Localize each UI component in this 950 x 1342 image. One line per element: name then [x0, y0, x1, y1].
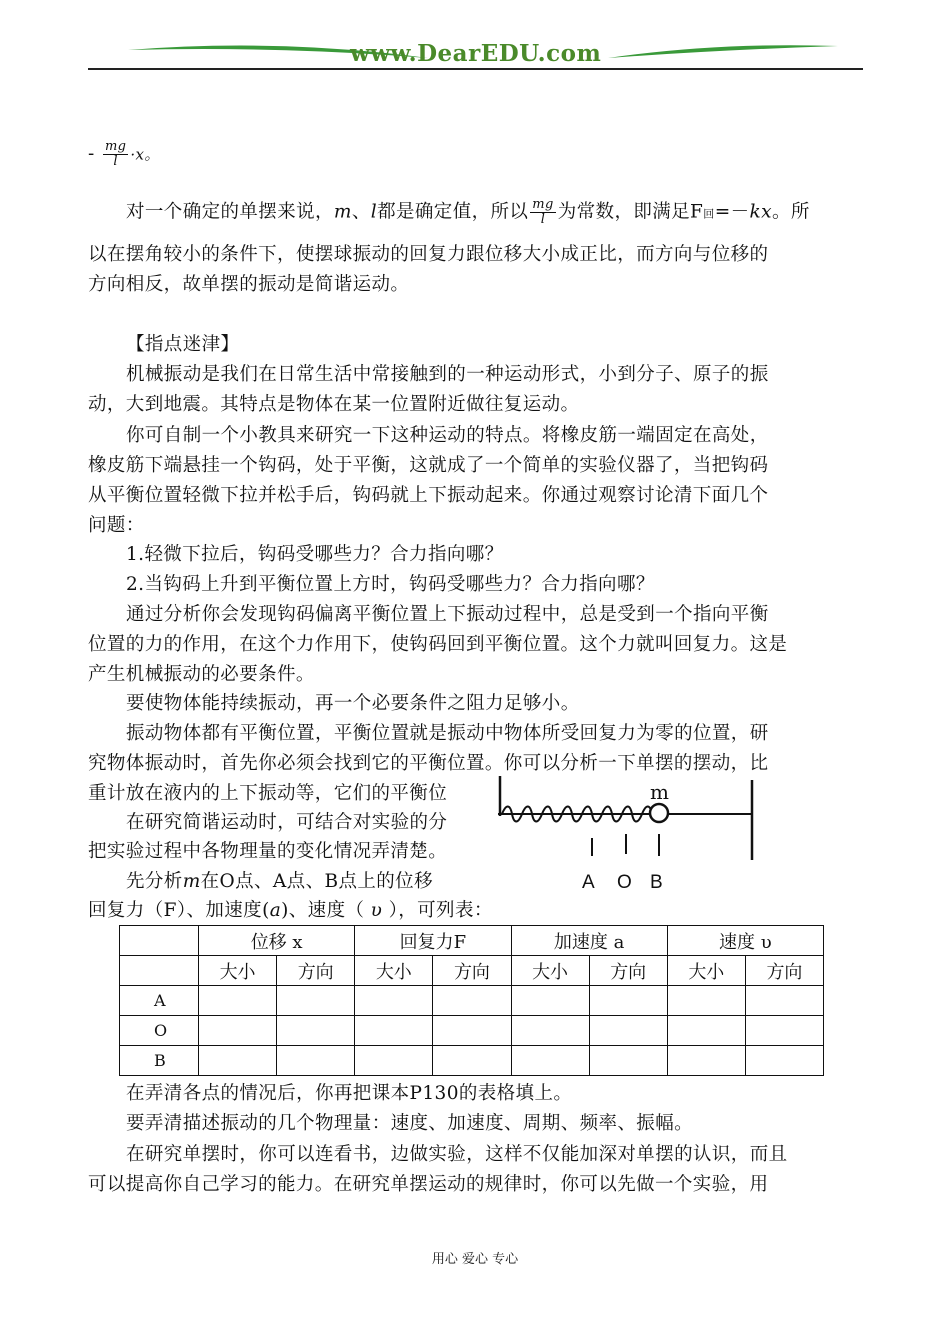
section-heading: 【指点迷津】: [126, 334, 240, 355]
table-row-label: O: [120, 1016, 199, 1046]
table-subheader: 方向: [589, 956, 667, 986]
text-line: 以在摆角较小的条件下，使摆球振动的回复力跟位移大小成正比，而方向与位移的: [88, 244, 769, 265]
header-banner: [88, 36, 862, 70]
table-cell: [589, 1046, 667, 1076]
table-header-row: [120, 926, 824, 956]
text-line: 在弄清各点的情况后，你再把课本P130的表格填上。: [126, 1083, 573, 1104]
text-line: 从平衡位置轻微下拉并松手后，钩码就上下振动起来。你通过观察讨论清下面几个: [88, 485, 769, 506]
text-line: 问题：: [88, 515, 145, 536]
table-cell: [355, 1016, 433, 1046]
table-subheader-row: [120, 956, 824, 986]
table-row: [120, 986, 824, 1016]
text-line: 可以提高你自己学习的能力。在研究单摆运动的规律时，你可以先做一个实验，用: [88, 1174, 769, 1195]
text-line: 重计放在液内的上下振动等，它们的平衡位: [88, 783, 448, 804]
table-cell: [589, 1016, 667, 1046]
formula-top-fraction: $\frac{mg}{l}$: [104, 139, 127, 169]
motion-quantities-table: [119, 925, 824, 1076]
table-cell: [589, 986, 667, 1016]
para1-fraction: $\frac{mg}{l}$: [532, 197, 554, 227]
table-subheader: 大小: [355, 956, 433, 986]
table-subheader: 大小: [667, 956, 745, 986]
table-subheader: 大小: [199, 956, 277, 986]
table-cell: [667, 1046, 745, 1076]
text-line-analysis: 先分析m在O点、A点、B点上的位移: [126, 871, 433, 892]
table-subheader: 方向: [277, 956, 355, 986]
table-cell: [667, 1016, 745, 1046]
table-group-header: 加速度 a: [511, 926, 667, 956]
text-line: 方向相反，故单摆的振动是简谐运动。: [88, 274, 410, 295]
figure-point-o: O: [617, 872, 632, 893]
question-2: 2.当钩码上升到平衡位置上方时，钩码受哪些力？合力指向哪？: [126, 574, 655, 595]
text-line: 要弄清描述振动的几个物理量：速度、加速度、周期、频率、振幅。: [126, 1113, 694, 1134]
text-line: 产生机械振动的必要条件。: [88, 664, 315, 685]
table-corner-cell: [120, 956, 199, 986]
text-line: 你可自制一个小教具来研究一下这种运动的特点。将橡皮筋一端固定在高处，: [126, 425, 769, 446]
table-cell: [277, 986, 355, 1016]
text-line: 在研究简谐运动时，可结合对实验的分: [126, 812, 448, 833]
text-line: 橡皮筋下端悬挂一个钩码，处于平衡，这就成了一个简单的实验仪器了，当把钩码: [88, 455, 769, 476]
table-cell: [355, 1046, 433, 1076]
table-group-header: 回复力F: [355, 926, 511, 956]
text-line: 动，大到地震。其特点是物体在某一位置附近做往复运动。: [88, 394, 580, 415]
table-row-label: A: [120, 986, 199, 1016]
text-line: 位置的力的作用，在这个力作用下，使钩码回到平衡位置。这个力就叫回复力。这是: [88, 634, 788, 655]
text-line: 要使物体能持续振动，再一个必要条件之阻力足够小。: [126, 693, 580, 714]
text-line: 振动物体都有平衡位置，平衡位置就是振动中物体所受回复力为零的位置，研: [126, 723, 769, 744]
table-subheader: 大小: [511, 956, 589, 986]
table-cell: [199, 1046, 277, 1076]
header-rule: [88, 68, 863, 70]
table-row: [120, 1016, 824, 1046]
table-cell: [511, 1016, 589, 1046]
table-group-header: 位移 x: [199, 926, 355, 956]
table-subheader: 方向: [745, 956, 823, 986]
figure-mass-label: m: [650, 780, 669, 804]
footer-text: 用心 爱心 专心: [431, 1252, 519, 1267]
table-cell: [667, 986, 745, 1016]
table-cell: [511, 1046, 589, 1076]
figure-point-a: A: [582, 872, 595, 893]
table-cell: [511, 986, 589, 1016]
table-cell: [745, 1016, 823, 1046]
table-row-label: B: [120, 1046, 199, 1076]
text-line-quantities: 回复力（F）、加速度(a)、速度（ υ ），可列表：: [88, 900, 493, 921]
table-subheader: 方向: [433, 956, 511, 986]
question-1: 1.轻微下拉后，钩码受哪些力？合力指向哪？: [126, 544, 504, 565]
table-cell: [199, 1016, 277, 1046]
figure-point-b: B: [650, 872, 663, 893]
para1-line1: 对一个确定的单摆来说，m、l都是确定值，所以 $\frac{mg}{l}$ 为常数，即满足F回=－kx。所: [126, 197, 810, 227]
table-cell: [745, 986, 823, 1016]
header-site-name[interactable]: www.DearEDU.com: [350, 40, 602, 67]
spring-figure: [496, 776, 766, 896]
formula-top: - $\frac{mg}{l}$ ·x。: [88, 139, 160, 169]
text-line: 把实验过程中各物理量的变化情况弄清楚。: [88, 841, 448, 862]
table-cell: [433, 1016, 511, 1046]
table-cell: [277, 1046, 355, 1076]
table-cell: [433, 986, 511, 1016]
table-cell: [277, 1016, 355, 1046]
table-cell: [199, 986, 277, 1016]
table-group-header: 速度 υ: [667, 926, 823, 956]
text-line: 在研究单摆时，你可以连看书，边做实验，这样不仅能加深对单摆的认识，而且: [126, 1144, 788, 1165]
table-cell: [745, 1046, 823, 1076]
text-line: 机械振动是我们在日常生活中常接触到的一种运动形式，小到分子、原子的振: [126, 364, 769, 385]
text-line: 究物体振动时，首先你必须会找到它的平衡位置。你可以分析一下单摆的摆动，比: [88, 753, 769, 774]
table-cell: [355, 986, 433, 1016]
text-line: 通过分析你会发现钩码偏离平衡位置上下振动过程中，总是受到一个指向平衡: [126, 604, 769, 625]
table-corner-cell: [120, 926, 199, 956]
table-row: [120, 1046, 824, 1076]
table-cell: [433, 1046, 511, 1076]
header-swoosh-right: [608, 40, 838, 64]
